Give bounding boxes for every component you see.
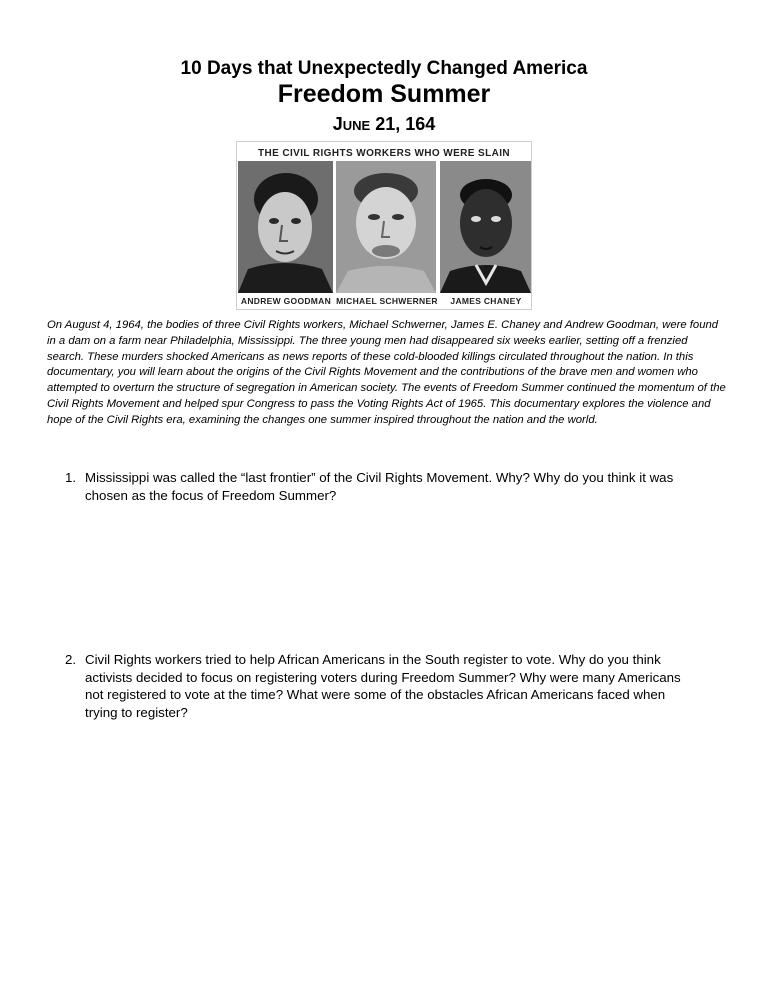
question-number: 2. [65,652,77,667]
question-number: 1. [65,470,77,485]
page-title: Freedom Summer [277,80,491,108]
photo-name-goodman: ANDREW GOODMAN [240,296,332,306]
question-1 [65,469,700,504]
portrait-james-chaney [440,161,531,293]
newspaper-photo [236,141,532,310]
question-text: Mississippi was called the “last frontier” of the Civil Rights Movement. Why? Why do you think it was chosen as the focus of Freedom Summer? [85,470,674,503]
photo-caption: THE CIVIL RIGHTS WORKERS WHO WERE SLAIN [257,148,511,159]
intro-paragraph: On August 4, 1964, the bodies of three Civil Rights workers, Michael Schwerner, James E. Chaney and Andrew Goodman, were found in a dam on a farm near Philadelphia, Mississippi. The three young men had disappeared six weeks earlier, setting off a frenzied search. These murders shocked Americans as news reports of these cold-blooded killings circulated throughout the nation. In this documentary, you will learn about the origins of the Civil Rights Movement and the contributions of the brave men and women who attempted to overturn the structure of segregation in American society. The events of Freedom Summer continued the momentum of the Civil Rights Movement and helped spur Congress to pass the Voting Rights Act of 1965. This documentary explores the violence and hope of the Civil Rights era, examining the changes one summer inspired throughout the nation and the world. [47,319,726,426]
question-text: Civil Rights workers tried to help African Americans in the South register to vote. Why do you think activists decided to focus on registering voters during Freedom Summer? Why were many Americans not registered to vote at the time? What were some of the obstacles African Americans faced when trying to register? [85,652,681,720]
question-2 [65,651,700,721]
date: June 21, 164 [332,114,436,134]
portrait-andrew-goodman [238,161,333,293]
photo-name-chaney: JAMES CHANEY [450,296,522,306]
series-title: 10 Days that Unexpectedly Changed America [180,58,588,79]
portrait-michael-schwerner [336,161,436,293]
photo-name-schwerner: MICHAEL SCHWERNER [336,296,438,306]
